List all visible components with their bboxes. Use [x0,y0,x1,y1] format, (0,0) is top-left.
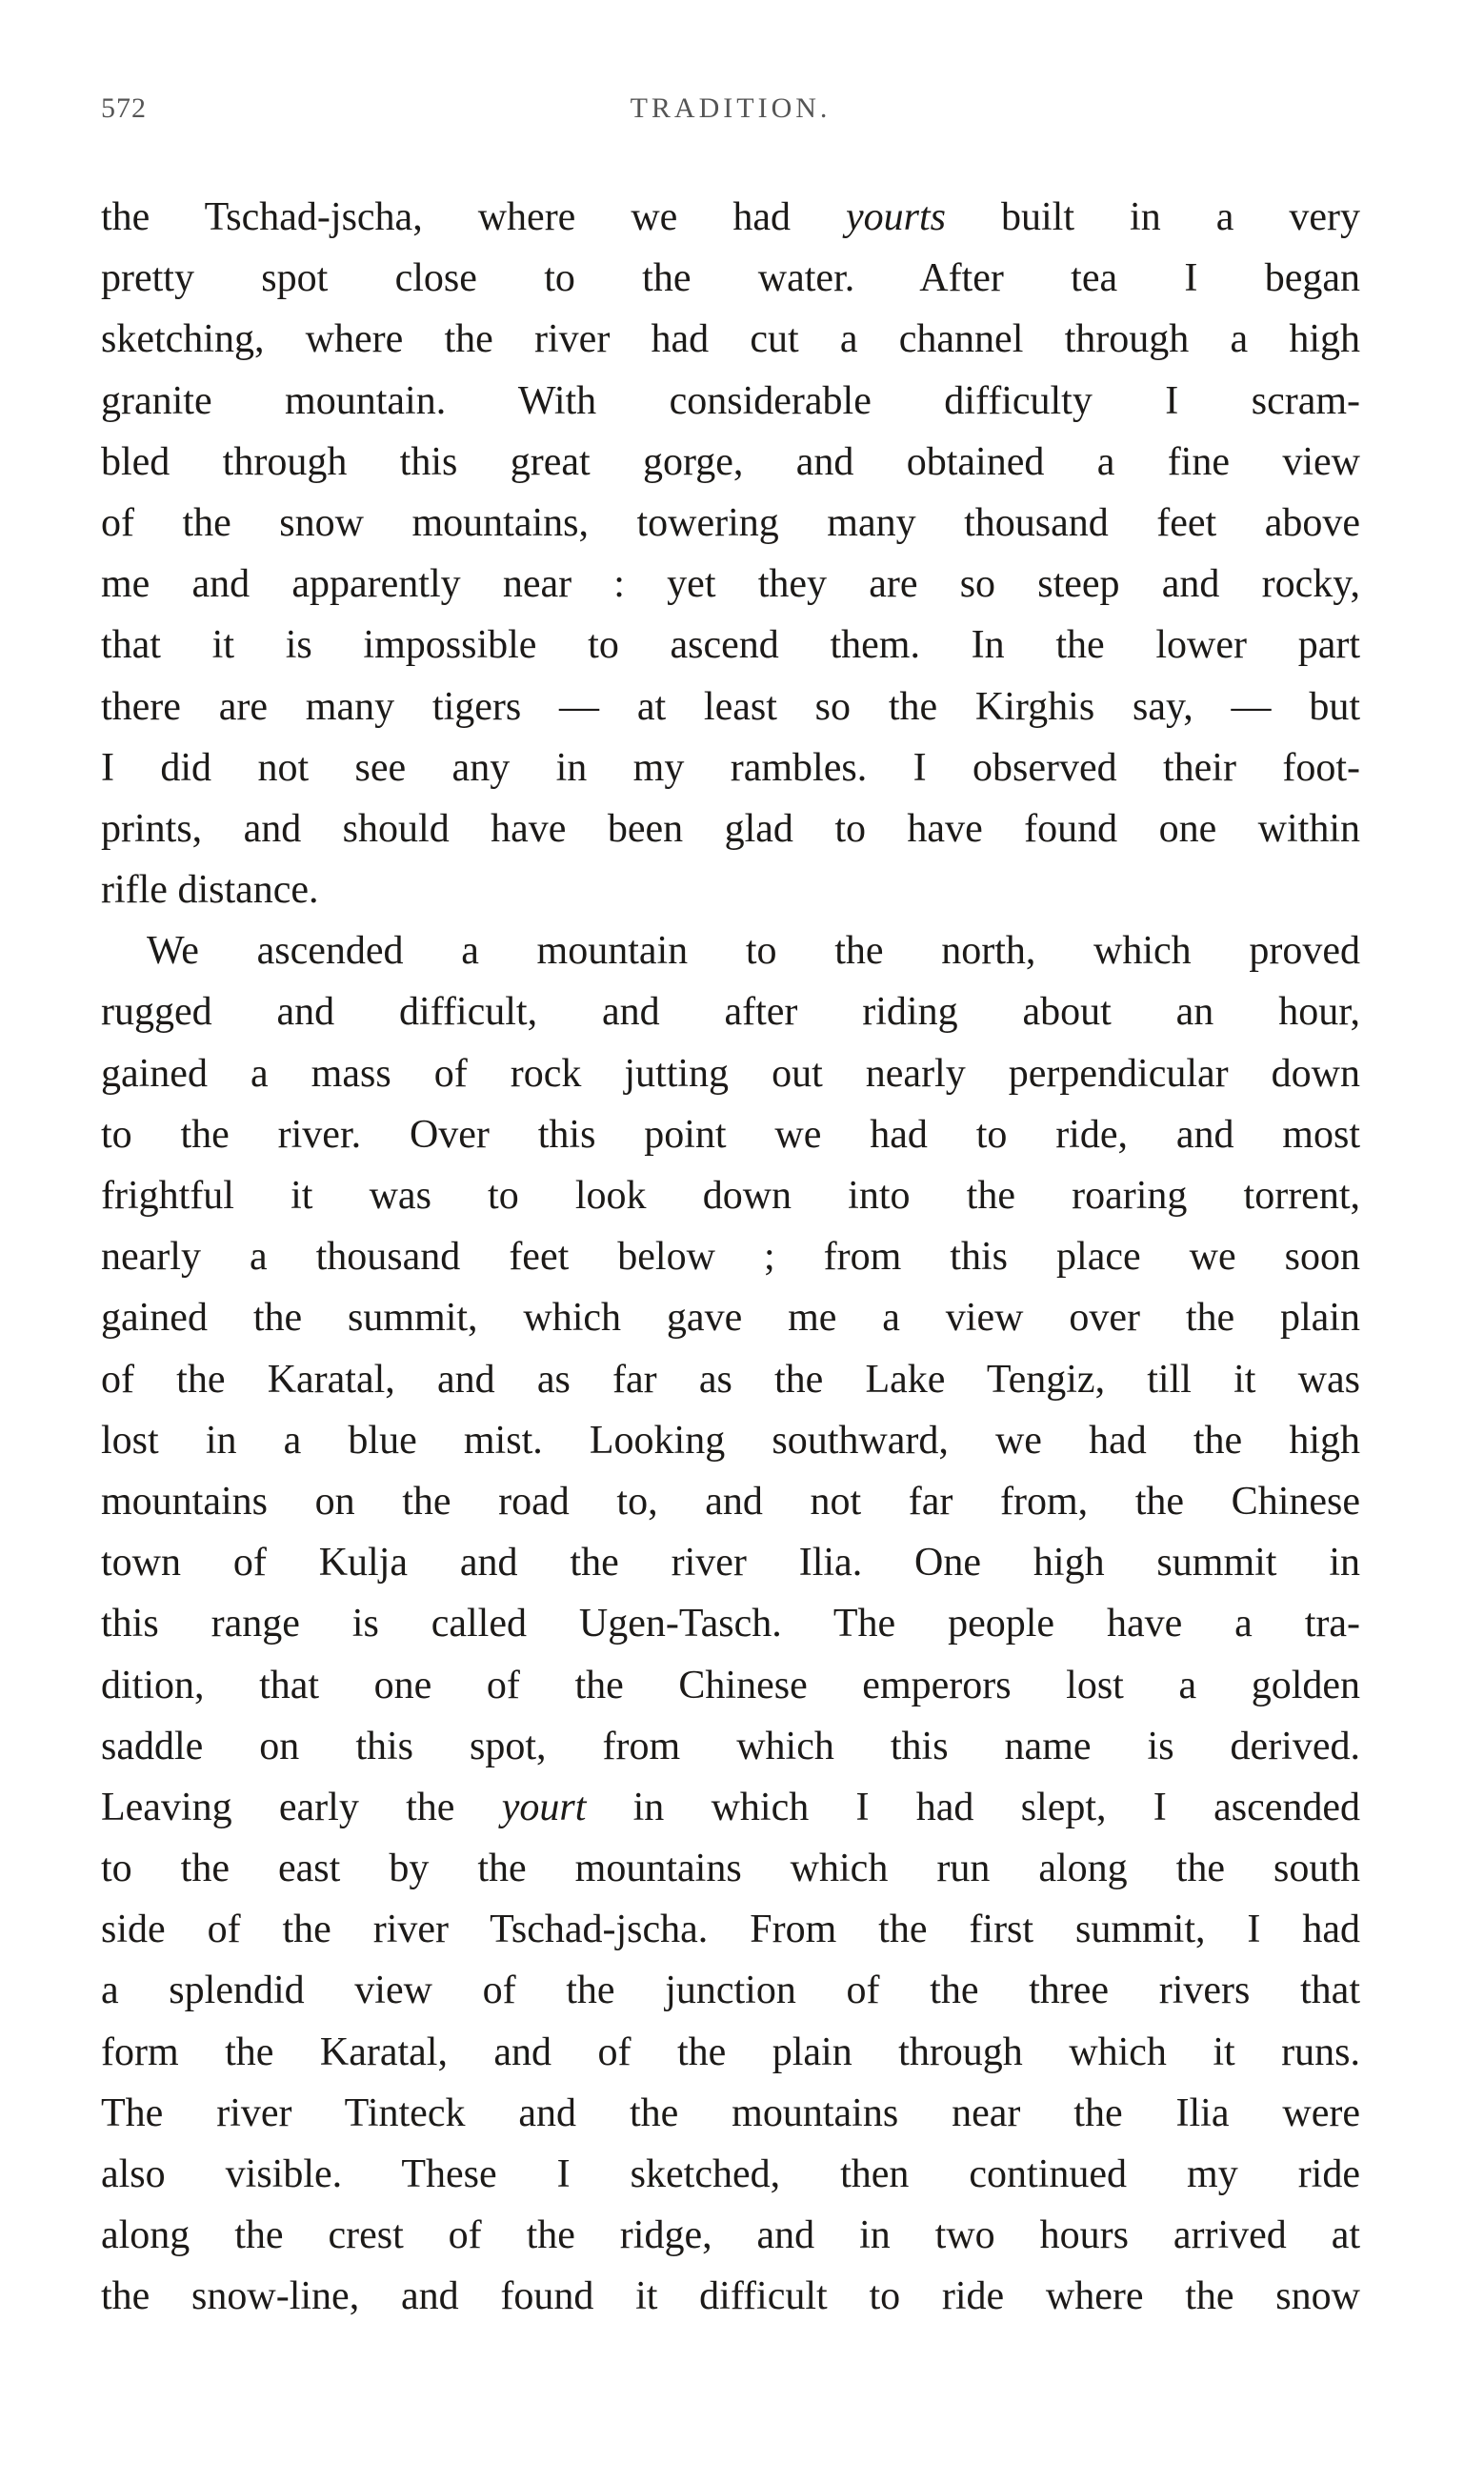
text-line: the snow-line, and found it difficult to ride where the snow [101,2274,1360,2319]
text-line: granite mountain. With considerable difficulty I scram- [101,378,1360,423]
text-line: there are many tigers — at least so the Kirghis say, — but [101,684,1360,729]
text-line: pretty spot close to the water. After tea I began [101,256,1360,301]
text-line: side of the river Tschad-jscha. From the first summit, I had [101,1908,1360,1952]
text-line: to the east by the mountains which run along the south [101,1847,1360,1891]
italic-word: yourt [501,1785,587,1829]
text-line: nearly a thousand feet below ; from this place we soon [101,1235,1360,1280]
text-line: me and apparently near : yet they are so steep and rocky, [101,562,1360,607]
running-head [101,88,1360,130]
text-line: dition, that one of the Chinese emperors lost a golden [101,1663,1360,1707]
text-line: I did not see any in my rambles. I observed their foot- [101,745,1360,790]
text-line: lost in a blue mist. Looking southward, we had the high [101,1418,1360,1463]
italic-word: yourts [845,195,946,239]
text-line: We ascended a mountain to the north, which proved [147,929,1360,974]
text-line: saddle on this spot, from which this name is derived. [101,1724,1360,1768]
text-line: prints, and should have been glad to have found one within [101,806,1360,851]
text-line: also visible. These I sketched, then continued my ride [101,2152,1360,2196]
text-line: gained the summit, which gave me a view over the plain [101,1296,1360,1341]
text-line: bled through this great gorge, and obtained a fine view [101,439,1360,484]
body-text [101,187,1360,2328]
text-line: mountains on the road to, and not far from, the Chinese [101,1479,1360,1524]
text-line: along the crest of the ridge, and in two hours arrived at [101,2213,1360,2258]
text-line: form the Karatal, and of the plain through which it runs. [101,2030,1360,2074]
text-line: gained a mass of rock jutting out nearly perpendicular down [101,1051,1360,1096]
text-line: The river Tinteck and the mountains near the Ilia were [101,2090,1360,2135]
text-line: a splendid view of the junction of the three rivers that [101,1969,1360,2013]
text-line: the Tschad-jscha, where we had yourts built in a very [101,195,1360,239]
text-line: sketching, where the river had cut a channel through a high [101,317,1360,362]
text-line: this range is called Ugen-Tasch. The people have a tra- [101,1602,1360,1646]
text-line: town of Kulja and the river Ilia. One high summit in [101,1541,1360,1585]
text-line: rifle distance. [101,868,319,913]
text-line: rugged and difficult, and after riding about an hour, [101,990,1360,1035]
page-number: 572 [101,92,147,124]
text-line: that it is impossible to ascend them. In the lower part [101,623,1360,668]
text-line: to the river. Over this point we had to ride, and most [101,1112,1360,1157]
running-title: TRADITION. [630,92,832,124]
text-line: of the snow mountains, towering many thousand feet above [101,500,1360,545]
text-line: Leaving early the yourt in which I had slept, I ascended [101,1785,1360,1829]
text-line: frightful it was to look down into the roaring torrent, [101,1174,1360,1218]
text-line: of the Karatal, and as far as the Lake Tengiz, till it was [101,1357,1360,1402]
